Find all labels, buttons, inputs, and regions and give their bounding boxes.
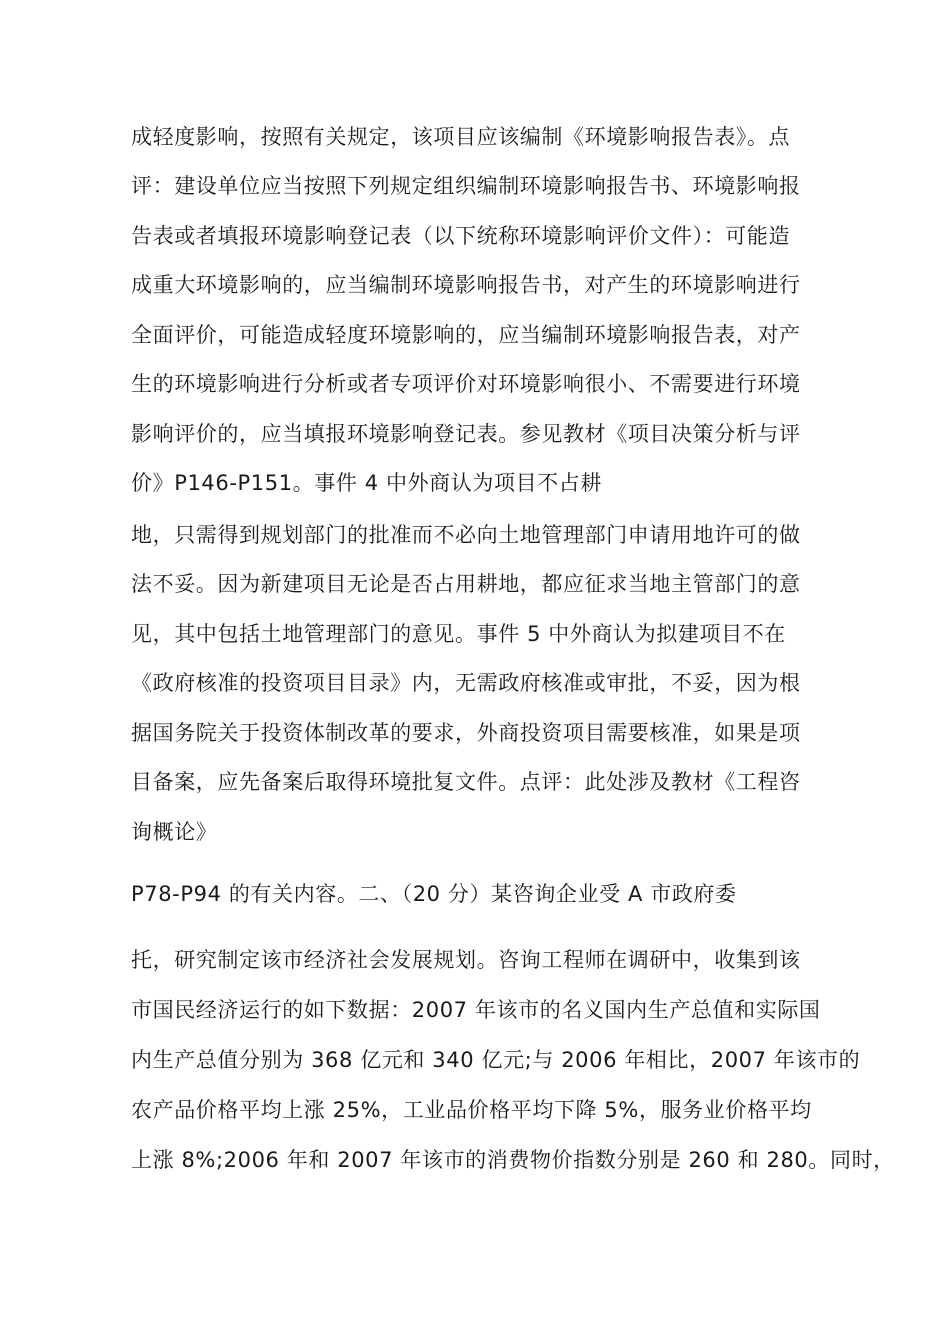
text-line-13: 据国务院关于投资体制改革的要求，外商投资项目需要核准，如果是项 [131,721,801,745]
text-line-21: 上涨 8%;2006 年和 2007 年该市的消费物价指数分别是 260 和 280。同时， [131,1148,895,1172]
text-line-12: 《政府核准的投资项目目录》内，无需政府核准或审批，不妥，因为根 [131,671,801,695]
text-line-18: 市国民经济运行的如下数据：2007 年该市的名义国内生产总值和实际国 [131,998,821,1022]
text-line-15: 询概论》 [131,820,218,844]
text-line-6: 生的环境影响进行分析或者专项评价对环境影响很小、不需要进行环境 [131,372,801,396]
text-line-17: 托，研究制定该市经济社会发展规划。咨询工程师在调研中，收集到该 [131,948,801,972]
text-line-4: 成重大环境影响的，应当编制环境影响报告书，对产生的环境影响进行 [131,273,801,297]
text-line-7: 影响评价的，应当填报环境影响登记表。参见教材《项目决策分析与评 [131,422,801,446]
text-line-11: 见，其中包括土地管理部门的意见。事件 5 中外商认为拟建项目不在 [131,622,786,646]
text-line-2: 评：建设单位应当按照下列规定组织编制环境影响报告书、环境影响报 [131,174,801,198]
text-line-10: 法不妥。因为新建项目无论是否占用耕地，都应征求当地主管部门的意 [131,572,801,596]
text-line-8: 价》P146-P151。事件 4 中外商认为项目不占耕 [131,471,602,495]
text-line-3: 告表或者填报环境影响登记表（以下统称环境影响评价文件）：可能造 [131,224,791,248]
text-line-5: 全面评价，可能造成轻度环境影响的，应当编制环境影响报告表，对产 [131,323,801,347]
text-line-16: P78-P94 的有关内容。二、（20 分）某咨询企业受 A 市政府委 [131,882,737,906]
text-line-14: 目备案，应先备案后取得环境批复文件。点评：此处涉及教材《工程咨 [131,770,801,794]
text-line-1: 成轻度影响，按照有关规定，该项目应该编制《环境影响报告表》。点 [131,125,791,149]
text-line-20: 农产品价格平均上涨 25%，工业品价格平均下降 5%，服务业价格平均 [131,1098,812,1122]
text-line-9: 地，只需得到规划部门的批准而不必向土地管理部门申请用地许可的做 [131,523,801,547]
text-line-19: 内生产总值分别为 368 亿元和 340 亿元;与 2006 年相比，2007 年该市的 [131,1048,861,1072]
